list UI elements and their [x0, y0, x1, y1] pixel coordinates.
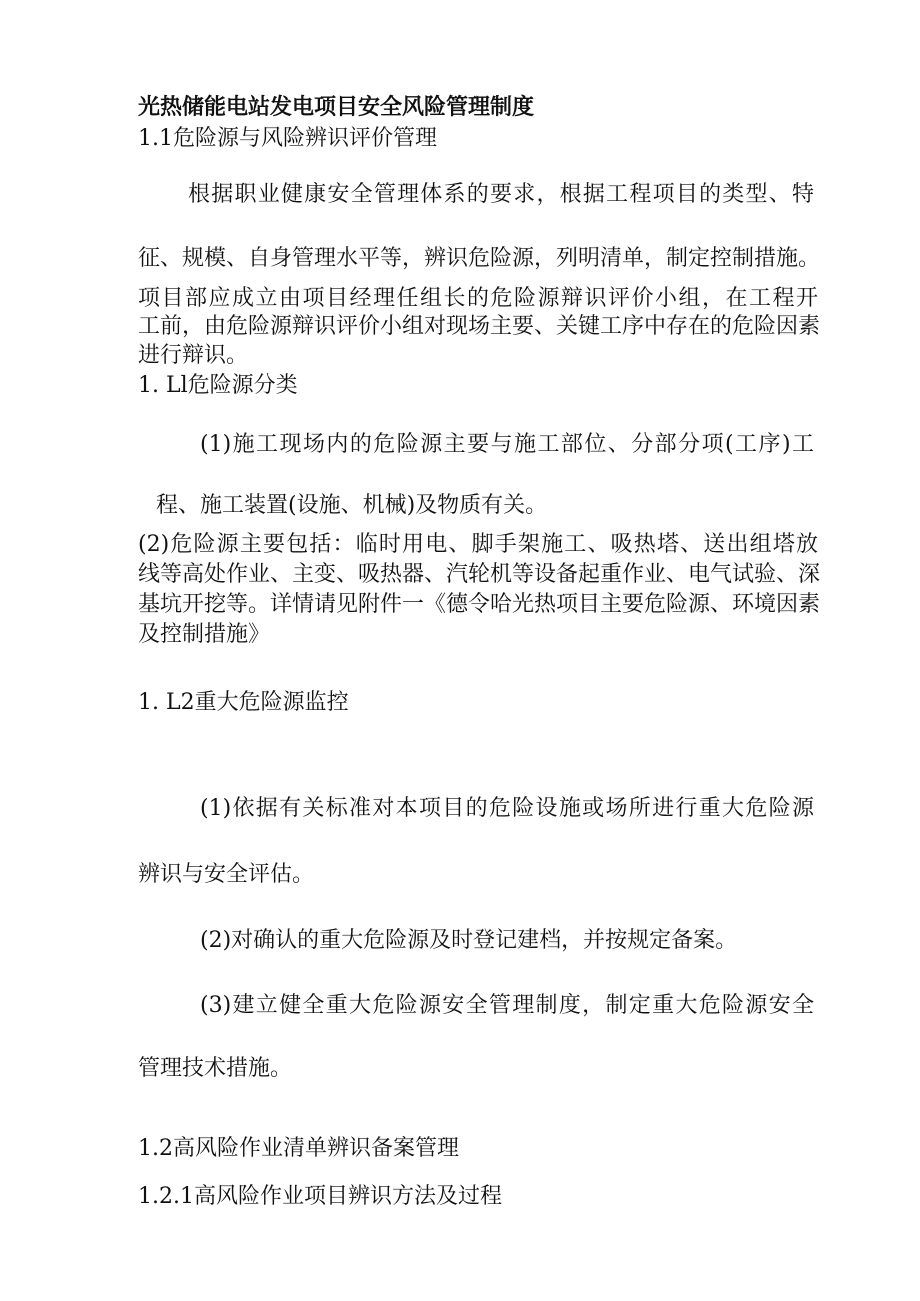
paragraph-line: (1)依据有关标准对本项目的危险设施或场所进行重大危险源 — [200, 796, 814, 821]
paragraph-line: (2)危险源主要包括：临时用电、脚手架施工、吸热塔、送出组塔放 — [138, 532, 818, 557]
paragraph-line: 项目部应成立由项目经理任组长的危险源辩识评价小组，在工程开 — [138, 286, 818, 311]
paragraph-line: 基坑开挖等。详情请见附件一《德令哈光热项目主要危险源、环境因素 — [138, 592, 821, 617]
paragraph-line: 线等高处作业、主变、吸热器、汽轮机等设备起重作业、电气试验、深 — [138, 562, 821, 587]
paragraph-line: 进行辩识。 — [138, 343, 249, 368]
paragraph-line: 管理技术措施。 — [138, 1056, 293, 1081]
paragraph-line: 辨识与安全评估。 — [138, 862, 315, 887]
section-heading-1-1-1: 1. Ll危险源分类 — [138, 373, 298, 398]
section-heading-1-1-2: 1. L2重大危险源监控 — [138, 690, 349, 715]
paragraph-line: 及控制措施》 — [138, 622, 271, 647]
paragraph-line: 根据职业健康安全管理体系的要求，根据工程项目的类型、特 — [188, 182, 814, 207]
paragraph-line: (1)施工现场内的危险源主要与施工部位、分部分项(工序)工 — [200, 432, 814, 457]
section-heading-1-1: 1.1危险源与风险辨识评价管理 — [138, 126, 437, 151]
paragraph-line: (2)对确认的重大危险源及时登记建档，并按规定备案。 — [200, 928, 738, 953]
section-heading-1-2: 1.2高风险作业清单辨识备案管理 — [138, 1136, 459, 1161]
doc-title: 光热储能电站发电项目安全风险管理制度 — [138, 94, 535, 120]
paragraph-line: 征、规模、自身管理水平等，辨识危险源，列明清单，制定控制措施。 — [138, 246, 821, 271]
section-heading-1-2-1: 1.2.1高风险作业项目辨识方法及过程 — [138, 1184, 502, 1209]
paragraph-line: 程、施工装置(设施、机械)及物质有关。 — [156, 493, 548, 518]
paragraph-line: (3)建立健全重大危险源安全管理制度，制定重大危险源安全 — [200, 993, 814, 1018]
paragraph-line: 工前，由危险源辩识评价小组对现场主要、关键工序中存在的危险因素 — [138, 314, 821, 339]
